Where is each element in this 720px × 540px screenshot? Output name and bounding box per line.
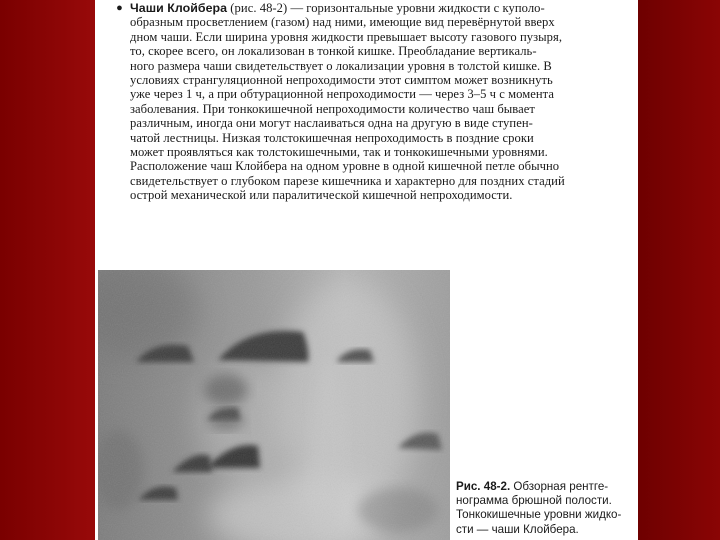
body-line: условиях странгуляционной непроходимости этот симптом может возникнуть <box>130 72 553 87</box>
body-line: дном чаши. Если ширина уровня жидкости превышает высоту газового пузыря, <box>130 29 563 44</box>
caption-label: Рис. 48-2. <box>456 480 511 493</box>
caption-line-text: Обзорная рентге- <box>510 480 609 493</box>
body-line: уже через 1 ч, а при обтурационной непроходимости — через 3–5 ч с момента <box>130 87 555 102</box>
body-line: ного размера чаши свидетельствует о локализации уровня в толстой кишке. В <box>130 58 552 73</box>
body-line: чатой лестницы. Низкая толстокишечная непроходимость в поздние сроки <box>130 130 534 145</box>
term-chashi-kloibera: Чаши Клойбера <box>130 1 228 15</box>
caption-line <box>456 480 638 494</box>
body-line: заболевания. При тонкокишечной непроходимости количество чаш бывает <box>130 101 535 116</box>
bullet-icon: ● <box>116 2 123 14</box>
slide-right-band <box>638 0 720 540</box>
body-text <box>109 1 638 202</box>
body-line: свидетельствует о глубоком парезе кишечника и характерно для поздних стадий <box>130 173 565 188</box>
figure-caption <box>456 480 638 537</box>
xray-image <box>98 270 450 540</box>
body-line: Расположение чаш Клойбера на одном уровне в одной кишечной петле обычно <box>130 159 560 174</box>
body-line: может проявляться как толстокишечными, так и тонкокишечными уровнями. <box>130 144 548 159</box>
body-line: острой механической или паралитической кишечной непроходимости. <box>130 188 513 203</box>
caption-line: Тонкокишечные уровни жидко- <box>456 508 622 522</box>
caption-line: сти — чаши Клойбера. <box>456 522 579 536</box>
document-page <box>95 0 638 540</box>
body-line: образным просветлением (газом) над ними, имеющие вид перевёрнутой вверх <box>130 15 555 30</box>
caption-line: нограмма брюшной полости. <box>456 494 612 508</box>
body-line: то, скорее всего, он локализован в тонкой кишке. Преобладание вертикаль- <box>130 44 537 59</box>
body-line-text: (рис. 48-2) — горизонтальные уровни жидкости с куполо- <box>227 1 545 15</box>
body-line: различным, иногда они могут наслаиваться одна на другую в виде ступен- <box>130 116 533 131</box>
body-line <box>109 1 638 15</box>
xray-radiograph <box>98 270 450 540</box>
